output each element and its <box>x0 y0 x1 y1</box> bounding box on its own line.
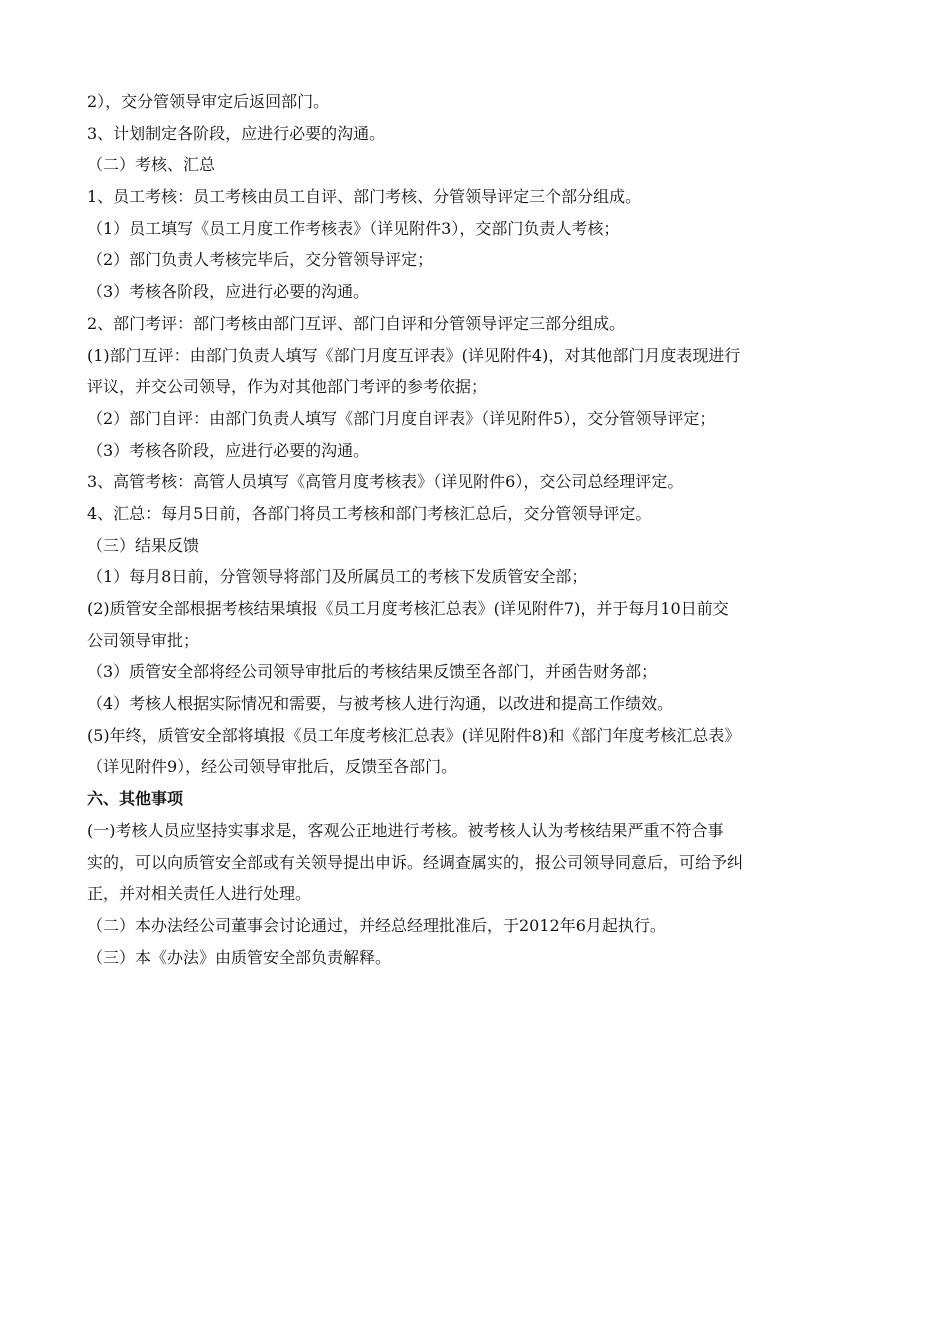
text-line: 公司领导审批； <box>87 630 200 650</box>
text-line: (2)质管安全部根据考核结果填报《员工月度考核汇总表》(详见附件7)，并于每月10日前交 <box>87 599 729 618</box>
text-line: （三）本《办法》由质管安全部负责解释。 <box>87 947 392 967</box>
text-line: 3、高管考核：高管人员填写《高管月度考核表》（详见附件6），交公司总经理评定。 <box>87 472 684 492</box>
text-line: 1、员工考核：员工考核由员工自评、部门考核、分管领导评定三个部分组成。 <box>87 187 642 207</box>
text-line: (1)部门互评：由部门负责人填写《部门月度互评表》(详见附件4)，对其他部门月度表现进行 <box>87 345 741 365</box>
text-line: 正，并对相关责任人进行处理。 <box>87 884 312 904</box>
text-line: （2）部门负责人考核完毕后，交分管领导评定； <box>87 250 434 270</box>
text-line: (一)考核人员应坚持实事求是，客观公正地进行考核。被考核人认为考核结果严重不符合事 <box>87 820 724 840</box>
text-line: （3）质管安全部将经公司领导审批后的考核结果反馈至各部门，并函告财务部； <box>87 662 658 682</box>
text-line: 2、部门考评：部门考核由部门互评、部门自评和分管领导评定三部分组成。 <box>87 313 626 333</box>
section-subheading: （二）考核、汇总 <box>87 155 216 175</box>
section-subheading: （三）结果反馈 <box>87 535 200 555</box>
text-line: （详见附件9），经公司领导审批后，反馈至各部门。 <box>87 757 458 777</box>
text-line: 2），交分管领导审定后返回部门。 <box>87 92 330 111</box>
text-line: （3）考核各阶段，应进行必要的沟通。 <box>87 440 370 460</box>
text-line: 实的，可以向质管安全部或有关领导提出申诉。经调查属实的，报公司领导同意后，可给予纠 <box>87 852 744 872</box>
text-line: （2）部门自评：由部门负责人填写《部门月度自评表》（详见附件5），交分管领导评定； <box>87 408 716 428</box>
text-line: （3）考核各阶段，应进行必要的沟通。 <box>87 282 370 302</box>
text-line: （4）考核人根据实际情况和需要，与被考核人进行沟通，以改进和提高工作绩效。 <box>87 694 674 714</box>
section-heading: 六、其他事项 <box>87 789 184 809</box>
text-line: (5)年终，质管安全部将填报《员工年度考核汇总表》(详见附件8)和《部门年度考核汇总表》 <box>87 725 741 745</box>
text-line: （1）员工填写《员工月度工作考核表》（详见附件3），交部门负责人考核； <box>87 218 620 238</box>
text-line: 评议，并交公司领导，作为对其他部门考评的参考依据； <box>87 377 488 397</box>
text-line: （二）本办法经公司董事会讨论通过，并经总经理批准后，于2012年6月起执行。 <box>87 915 666 935</box>
text-line: （1）每月8日前，分管领导将部门及所属员工的考核下发质管安全部； <box>87 567 588 587</box>
text-line: 3、计划制定各阶段，应进行必要的沟通。 <box>87 123 386 143</box>
text-line: 4、汇总：每月5日前，各部门将员工考核和部门考核汇总后，交分管领导评定。 <box>87 503 652 523</box>
document-body <box>87 86 867 973</box>
